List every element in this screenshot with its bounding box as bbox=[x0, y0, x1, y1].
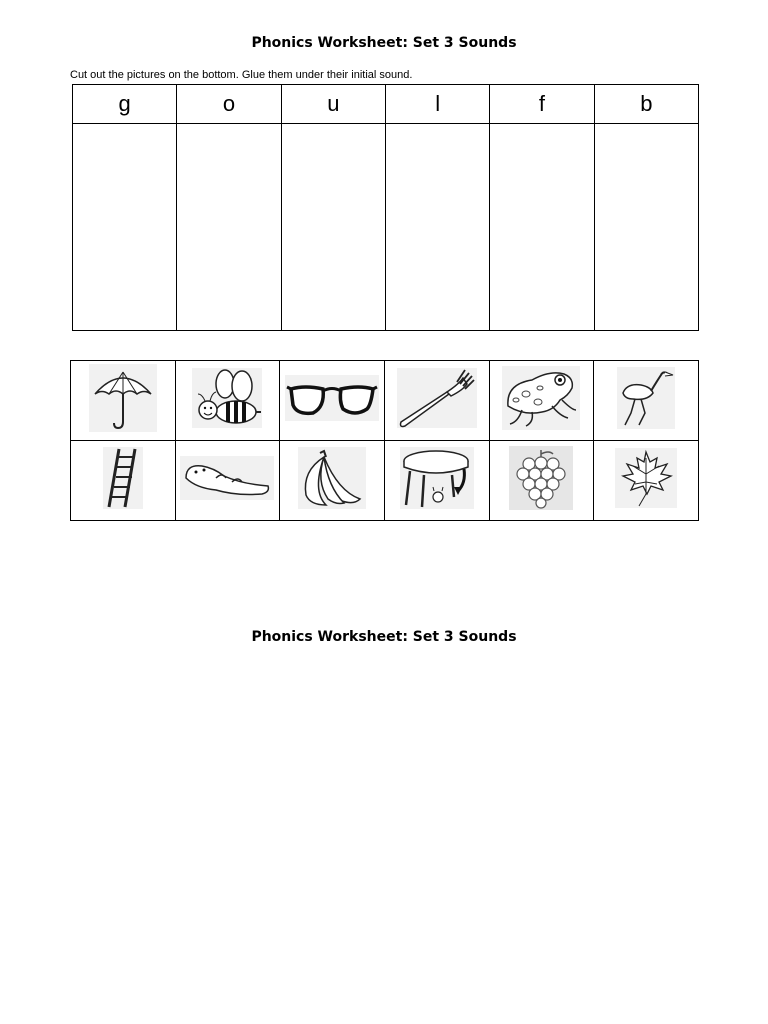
picture-cell bbox=[71, 441, 176, 521]
glue-cell-o bbox=[177, 124, 281, 331]
sound-header-u: u bbox=[281, 85, 385, 124]
leaf-icon bbox=[615, 448, 677, 508]
picture-cell bbox=[384, 441, 489, 521]
ostrich-icon bbox=[617, 367, 675, 429]
glue-cell-b bbox=[594, 124, 698, 331]
table-icon bbox=[400, 447, 474, 509]
sound-header-o: o bbox=[177, 85, 281, 124]
fork-icon bbox=[397, 368, 477, 428]
glue-cell-l bbox=[385, 124, 489, 331]
picture-cell bbox=[175, 361, 280, 441]
page-title: Phonics Worksheet: Set 3 Sounds bbox=[251, 35, 517, 51]
picture-cell bbox=[489, 361, 594, 441]
page-title-second: Phonics Worksheet: Set 3 Sounds bbox=[251, 629, 517, 645]
glasses-icon bbox=[285, 375, 379, 421]
banana-icon bbox=[298, 447, 366, 509]
glue-cell-g bbox=[73, 124, 177, 331]
picture-cell bbox=[280, 361, 385, 441]
instructions: Cut out the pictures on the bottom. Glue them under their initial sound. bbox=[70, 69, 413, 81]
glue-cell-u bbox=[281, 124, 385, 331]
glue-cell-f bbox=[490, 124, 594, 331]
bee-icon bbox=[192, 368, 262, 428]
picture-cutout-table bbox=[70, 360, 699, 521]
picture-cell bbox=[175, 441, 280, 521]
ladder-icon bbox=[103, 447, 143, 509]
picture-cell bbox=[384, 361, 489, 441]
sound-sorting-table bbox=[72, 84, 699, 331]
picture-cell bbox=[594, 361, 699, 441]
picture-cell bbox=[280, 441, 385, 521]
picture-cell bbox=[489, 441, 594, 521]
frog-icon bbox=[502, 366, 580, 430]
picture-cell bbox=[71, 361, 176, 441]
umbrella-icon bbox=[89, 364, 157, 432]
sound-header-l: l bbox=[385, 85, 489, 124]
otter-icon bbox=[180, 456, 274, 500]
grapes-icon bbox=[509, 446, 573, 510]
sound-header-f: f bbox=[490, 85, 594, 124]
sound-header-g: g bbox=[73, 85, 177, 124]
sound-header-b: b bbox=[594, 85, 698, 124]
picture-cell bbox=[594, 441, 699, 521]
